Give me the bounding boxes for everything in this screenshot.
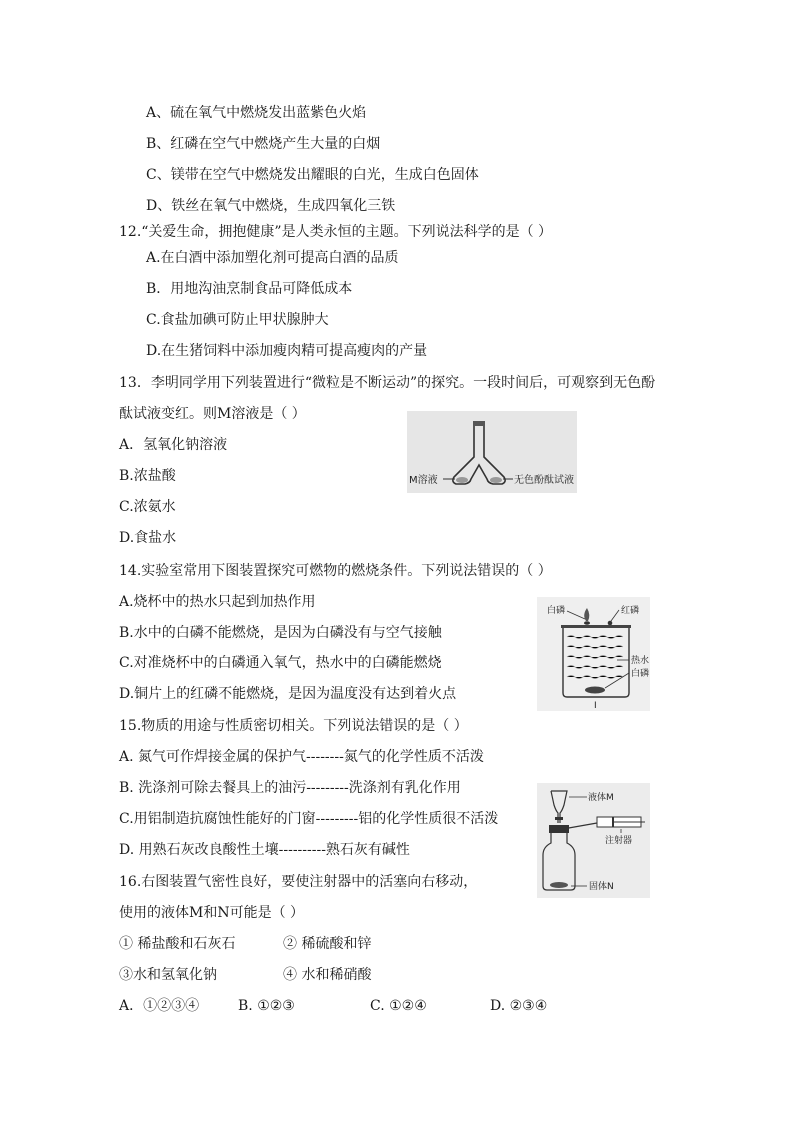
q15-stem: 15.物质的用途与性质密切相关。下列说法错误的是（ ） (119, 718, 468, 734)
liquid-m-label: 液体M (588, 793, 614, 803)
combustion-beaker-figure (537, 597, 650, 711)
q12-option-d: D.在生猪饲料中添加瘦肉精可提高瘦肉的产量 (146, 343, 428, 359)
phenolphthalein-label: 无色酚酞试液 (514, 475, 574, 486)
q11-option-c: C、镁带在空气中燃烧发出耀眼的白光，生成白色固体 (146, 167, 479, 183)
q13-stem-line1: 13．李明同学用下列装置进行“微粒是不断运动”的探究。一段时间后，可观察到无色酚 (119, 375, 656, 391)
q16-pair-2: ② 稀硫酸和锌 (283, 936, 372, 952)
m-solution-label: M溶液 (409, 475, 438, 486)
q15-option-d: D. 用熟石灰改良酸性土壤----------熟石灰有碱性 (119, 842, 410, 858)
q14-option-d: D.铜片上的红磷不能燃烧，是因为温度没有达到着火点 (119, 686, 457, 702)
q15-option-b: B. 洗涤剂可除去餐具上的油污---------洗涤剂有乳化作用 (119, 780, 461, 796)
q14-option-a-visible: A.烧杯中的热水只起到加热作用 (119, 594, 316, 610)
q12-option-a: A.在白酒中添加塑化剂可提高白酒的品质 (146, 250, 399, 266)
solid-n-label: 固体N (589, 882, 614, 892)
q16-answer-a: A．①②③④ (119, 998, 200, 1014)
q16-answer-d: D. ②③④ (490, 998, 548, 1014)
q13-option-c: C.浓氨水 (119, 499, 176, 515)
q13-option-b: B.浓盐酸 (119, 468, 176, 484)
q14-stem: 14.实验室常用下图装置探究可燃物的燃烧条件。下列说法错误的（ ） (119, 563, 552, 579)
q16-answer-c: C. ①②④ (370, 998, 427, 1014)
q11-option-a: A、硫在氧气中燃烧发出蓝紫色火焰 (146, 105, 367, 121)
q11-option-b: B、红磷在空气中燃烧产生大量的白烟 (146, 136, 381, 152)
q16-answer-b: B. ①②③ (238, 998, 295, 1014)
q16-stem-line1: 16.右图装置气密性良好，要使注射器中的活塞向右移动， (119, 874, 478, 890)
q13-stem-line2: 酞试液变红。则M溶液是（ ） (119, 406, 306, 422)
q16-pair-3: ③水和氢氧化钠 (119, 967, 217, 983)
hot-water-label: 热水 (631, 656, 650, 666)
q16-stem-line2: 使用的液体M和N可能是（ ） (119, 905, 305, 921)
q12-option-b: B．用地沟油烹制食品可降低成本 (146, 281, 353, 297)
q13-option-a: A．氢氧化钠溶液 (119, 437, 228, 453)
q15-option-a: A. 氮气可作焊接金属的保护气--------氮气的化学性质不活泼 (119, 749, 484, 765)
q11-option-d: D、铁丝在氧气中燃烧，生成四氧化三铁 (146, 198, 396, 214)
white-phosphorus-top-label: 白磷 (547, 606, 566, 616)
q12-option-c: C.食盐加碘可防止甲状腺肿大 (146, 312, 329, 328)
red-phosphorus-label: 红磷 (621, 606, 640, 616)
syringe-apparatus-figure (537, 783, 650, 898)
q13-option-d: D.食盐水 (119, 530, 177, 546)
q14-option-c: C.对准烧杯中的白磷通入氧气，热水中的白磷能燃烧 (119, 655, 442, 671)
q14-option-b: B.水中的白磷不能燃烧，是因为白磷没有与空气接触 (119, 625, 442, 641)
q12-stem: 12.“关爱生命，拥抱健康”是人类永恒的主题。下列说法科学的是（ ） (119, 224, 553, 240)
q15-option-c: C.用铝制造抗腐蚀性能好的门窗---------铝的化学性质很不活泼 (119, 811, 499, 827)
y-tube-figure (407, 411, 577, 493)
q16-pair-4: ④ 水和稀硝酸 (283, 967, 372, 983)
syringe-label: 注射器 (605, 836, 633, 846)
figure-number-label: I (594, 701, 597, 711)
q16-pair-1: ① 稀盐酸和石灰石 (119, 936, 236, 952)
white-phosphorus-bottom-label: 白磷 (631, 669, 650, 679)
